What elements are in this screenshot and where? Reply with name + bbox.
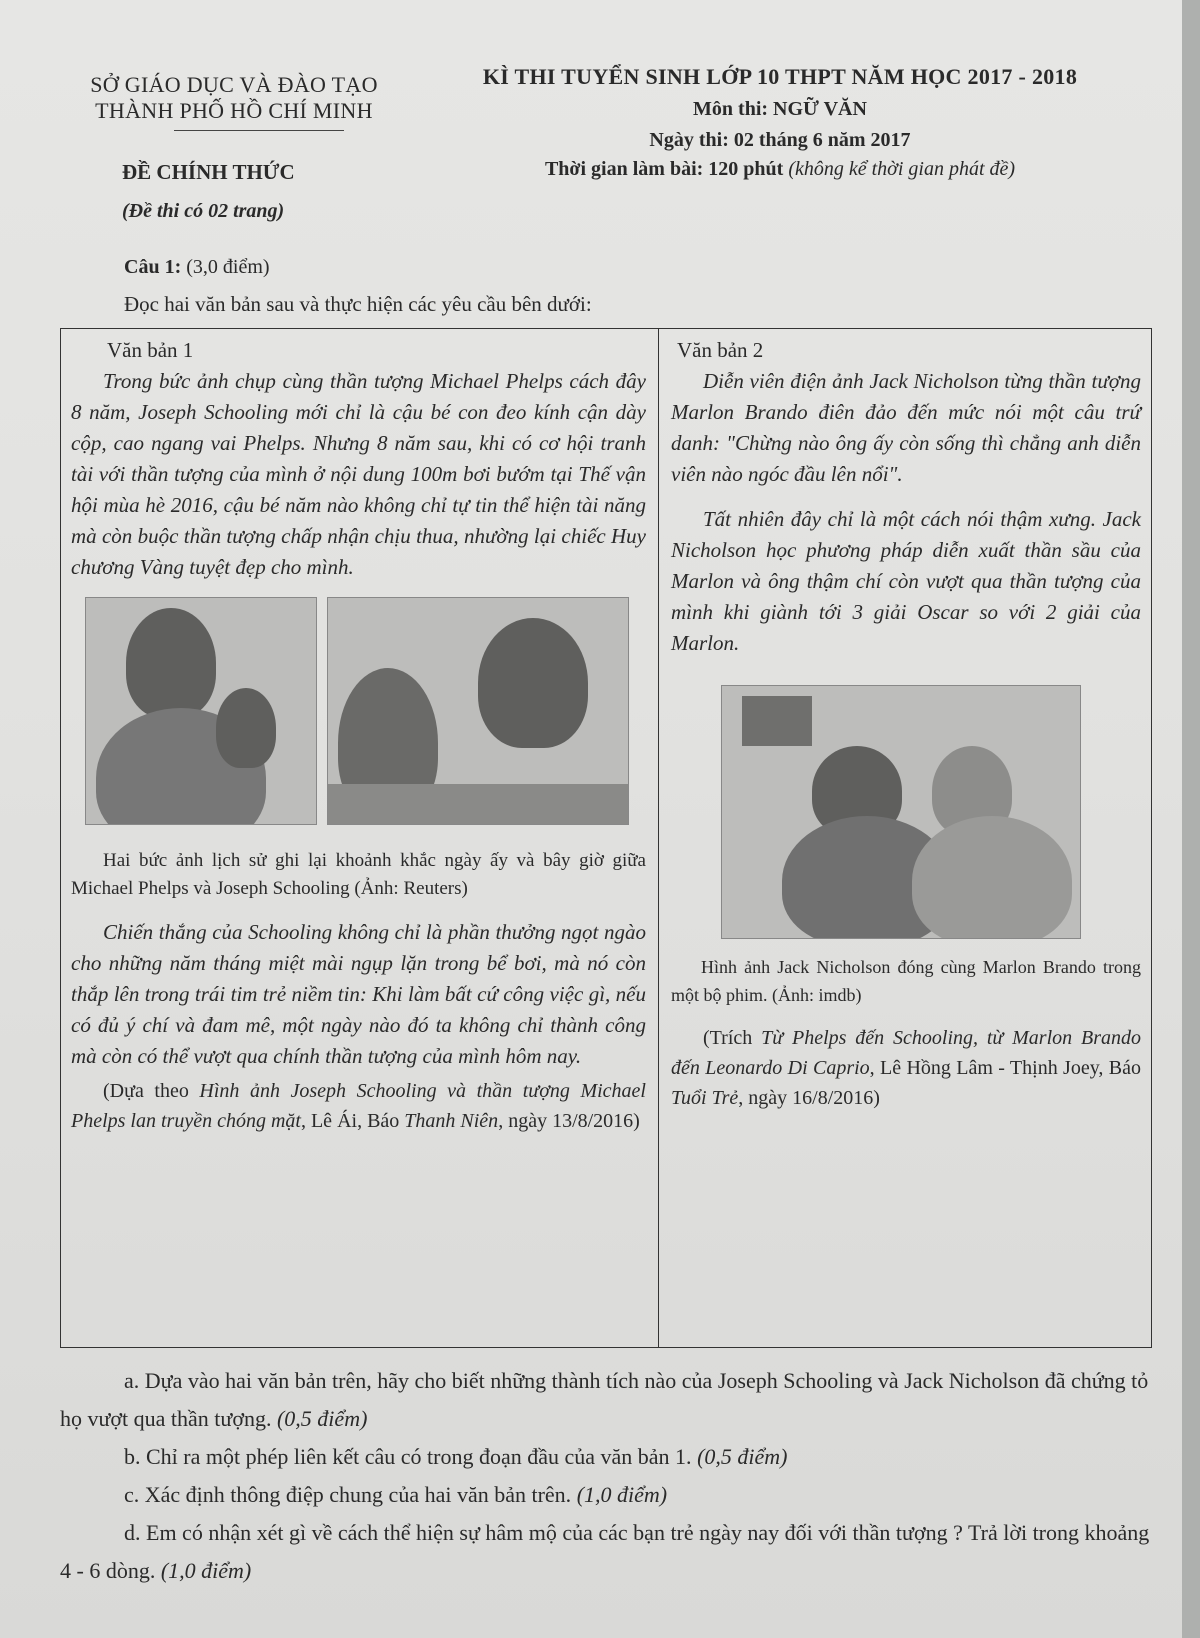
reading-texts-table: [60, 328, 1152, 1348]
task-c-points: (1,0 điểm): [576, 1482, 668, 1507]
text-2-source-date: , ngày 16/8/2016): [738, 1087, 880, 1109]
text-2-column: [671, 335, 1141, 1113]
paper-edge-shadow: [1182, 0, 1200, 1638]
text-2-photo-caption: Hình ảnh Jack Nicholson đóng cùng Marlon Brando trong một bộ phim. (Ảnh: imdb): [671, 957, 1141, 1005]
task-a: [60, 1362, 1150, 1438]
header-underline: [174, 130, 344, 131]
department-line-1: SỞ GIÁO DỤC VÀ ĐÀO TẠO: [90, 72, 378, 97]
question-1-points: (3,0 điểm): [186, 256, 270, 278]
exam-title: KÌ THI TUYỂN SINH LỚP 10 THPT NĂM HỌC 2017 - 2018: [482, 64, 1078, 89]
text-2-source-paper: Tuổi Trẻ: [671, 1087, 739, 1109]
text-1-source-title: Hình ảnh Joseph Schooling và thần tượng Michael Phelps lan truyền chóng mặt: [71, 1080, 646, 1132]
task-d: [60, 1514, 1150, 1590]
department-header: [64, 72, 404, 131]
question-1-heading: [124, 256, 270, 279]
page-count-note: (Đề thi có 02 trang): [122, 200, 285, 222]
task-d-points: (1,0 điểm): [160, 1558, 252, 1583]
phelps-schooling-2008-photo: [85, 597, 317, 825]
department-line-2: THÀNH PHỐ HỒ CHÍ MINH: [95, 98, 373, 123]
text-1-source-prefix: (Dựa theo: [103, 1080, 200, 1102]
question-1-instruction: Đọc hai văn bản sau và thực hiện các yêu cầu bên dưới:: [124, 292, 592, 316]
exam-header: [440, 64, 1120, 181]
task-b: [60, 1438, 1150, 1476]
exam-time-text: Thời gian làm bài: 120 phút: [544, 158, 784, 180]
task-b-text: b. Chỉ ra một phép liên kết câu có trong đoạn đầu của văn bản 1.: [124, 1444, 692, 1469]
text-2-source: [671, 1023, 1141, 1113]
text-2-paragraph-1: Diễn viên điện ảnh Jack Nicholson từng thần tượng Marlon Brando điên đảo đến mức nói một câu trứ danh: "Chừng nào ông ấy còn sống thì chẳng anh diễn viên nào ngóc đầu lên nổi".: [671, 369, 1141, 486]
task-b-points: (0,5 điểm): [697, 1444, 788, 1469]
text-1-source-paper: Thanh Niên: [404, 1110, 499, 1132]
task-d-text: d. Em có nhận xét gì về cách thể hiện sự hâm mộ của các bạn trẻ ngày nay đối với thần tượng ? Trả lời trong khoảng 4 - 6 dòng.: [60, 1520, 1150, 1583]
task-c: [60, 1476, 1150, 1514]
text-2-source-prefix: (Trích: [703, 1027, 762, 1049]
text-2-source-author: , Lê Hồng Lâm - Thịnh Joey, Báo: [869, 1057, 1141, 1079]
task-c-text: c. Xác định thông điệp chung của hai văn bản trên.: [124, 1482, 572, 1507]
column-divider: [658, 329, 659, 1347]
question-1-tasks: [60, 1362, 1150, 1590]
exam-date: Ngày thi: 02 tháng 6 năm 2017: [649, 129, 911, 151]
task-a-text: a. Dựa vào hai văn bản trên, hãy cho biết những thành tích nào của Joseph Schooling và Jack Nicholson đã chứng tỏ họ vượt qua thần tượng.: [60, 1368, 1149, 1431]
exam-time: [440, 158, 1120, 181]
text-1-source-date: , ngày 13/8/2016): [498, 1110, 640, 1132]
exam-subject: Môn thi: NGỮ VĂN: [693, 98, 867, 120]
text-1-photo-caption: Hai bức ảnh lịch sử ghi lại khoảnh khắc ngày ấy và bây giờ giữa Michael Phelps và Joseph Schooling (Ảnh: Reuters): [71, 850, 646, 899]
text-1-source: [71, 1076, 646, 1136]
text-1-label: Văn bản 1: [107, 338, 194, 362]
text-2-source-title: Từ Phelps đến Schooling, từ Marlon Brando đến Leonardo Di Caprio: [671, 1027, 1141, 1079]
text-1-paragraph-2: Chiến thắng của Schooling không chỉ là phần thưởng ngọt ngào cho những năm tháng miệt mài ngụp lặn trong bể bơi, mà nó còn thắp lên trong trái tim trẻ niềm tin: Khi làm bất cứ công việc gì, nếu có đủ ý chí và đam mê, một ngày nào đó ta không chỉ thành công mà còn có thể vượt qua chính thần tượng của mình hôm nay.: [71, 920, 646, 1068]
text-2-paragraph-2: Tất nhiên đây chỉ là một cách nói thậm xưng. Jack Nicholson học phương pháp diễn xuất thần sầu của Marlon và ông thậm chí còn vượt qua thần tượng của mình khi giành tới 3 giải Oscar so với 2 giải của Marlon.: [671, 507, 1141, 655]
question-1-label: Câu 1:: [124, 256, 182, 278]
text-1-photos: [85, 597, 646, 825]
task-a-points: (0,5 điểm): [276, 1406, 368, 1431]
text-1-column: [71, 335, 646, 1136]
phelps-schooling-2016-photo: [327, 597, 629, 825]
exam-time-note: (không kể thời gian phát đề): [788, 158, 1016, 180]
text-2-label: Văn bản 2: [677, 338, 764, 362]
official-label: ĐỀ CHÍNH THỨC: [122, 160, 295, 184]
nicholson-brando-photo: [721, 685, 1081, 939]
text-1-source-author: , Lê Ái, Báo: [300, 1110, 405, 1132]
text-1-paragraph-1: Trong bức ảnh chụp cùng thần tượng Michael Phelps cách đây 8 năm, Joseph Schooling mới chỉ là cậu bé con đeo kính cận dày cộp, cao ngang vai Phelps. Nhưng 8 năm sau, khi có cơ hội tranh tài với thần tượng của mình ở nội dung 100m bơi bướm tại Thế vận hội mùa hè 2016, cậu bé năm nào không chỉ tự tin thể hiện tài năng mà còn buộc thần tượng chấp nhận chịu thua, nhường lại chiếc Huy chương Vàng tuyệt đẹp cho mình.: [71, 369, 646, 579]
